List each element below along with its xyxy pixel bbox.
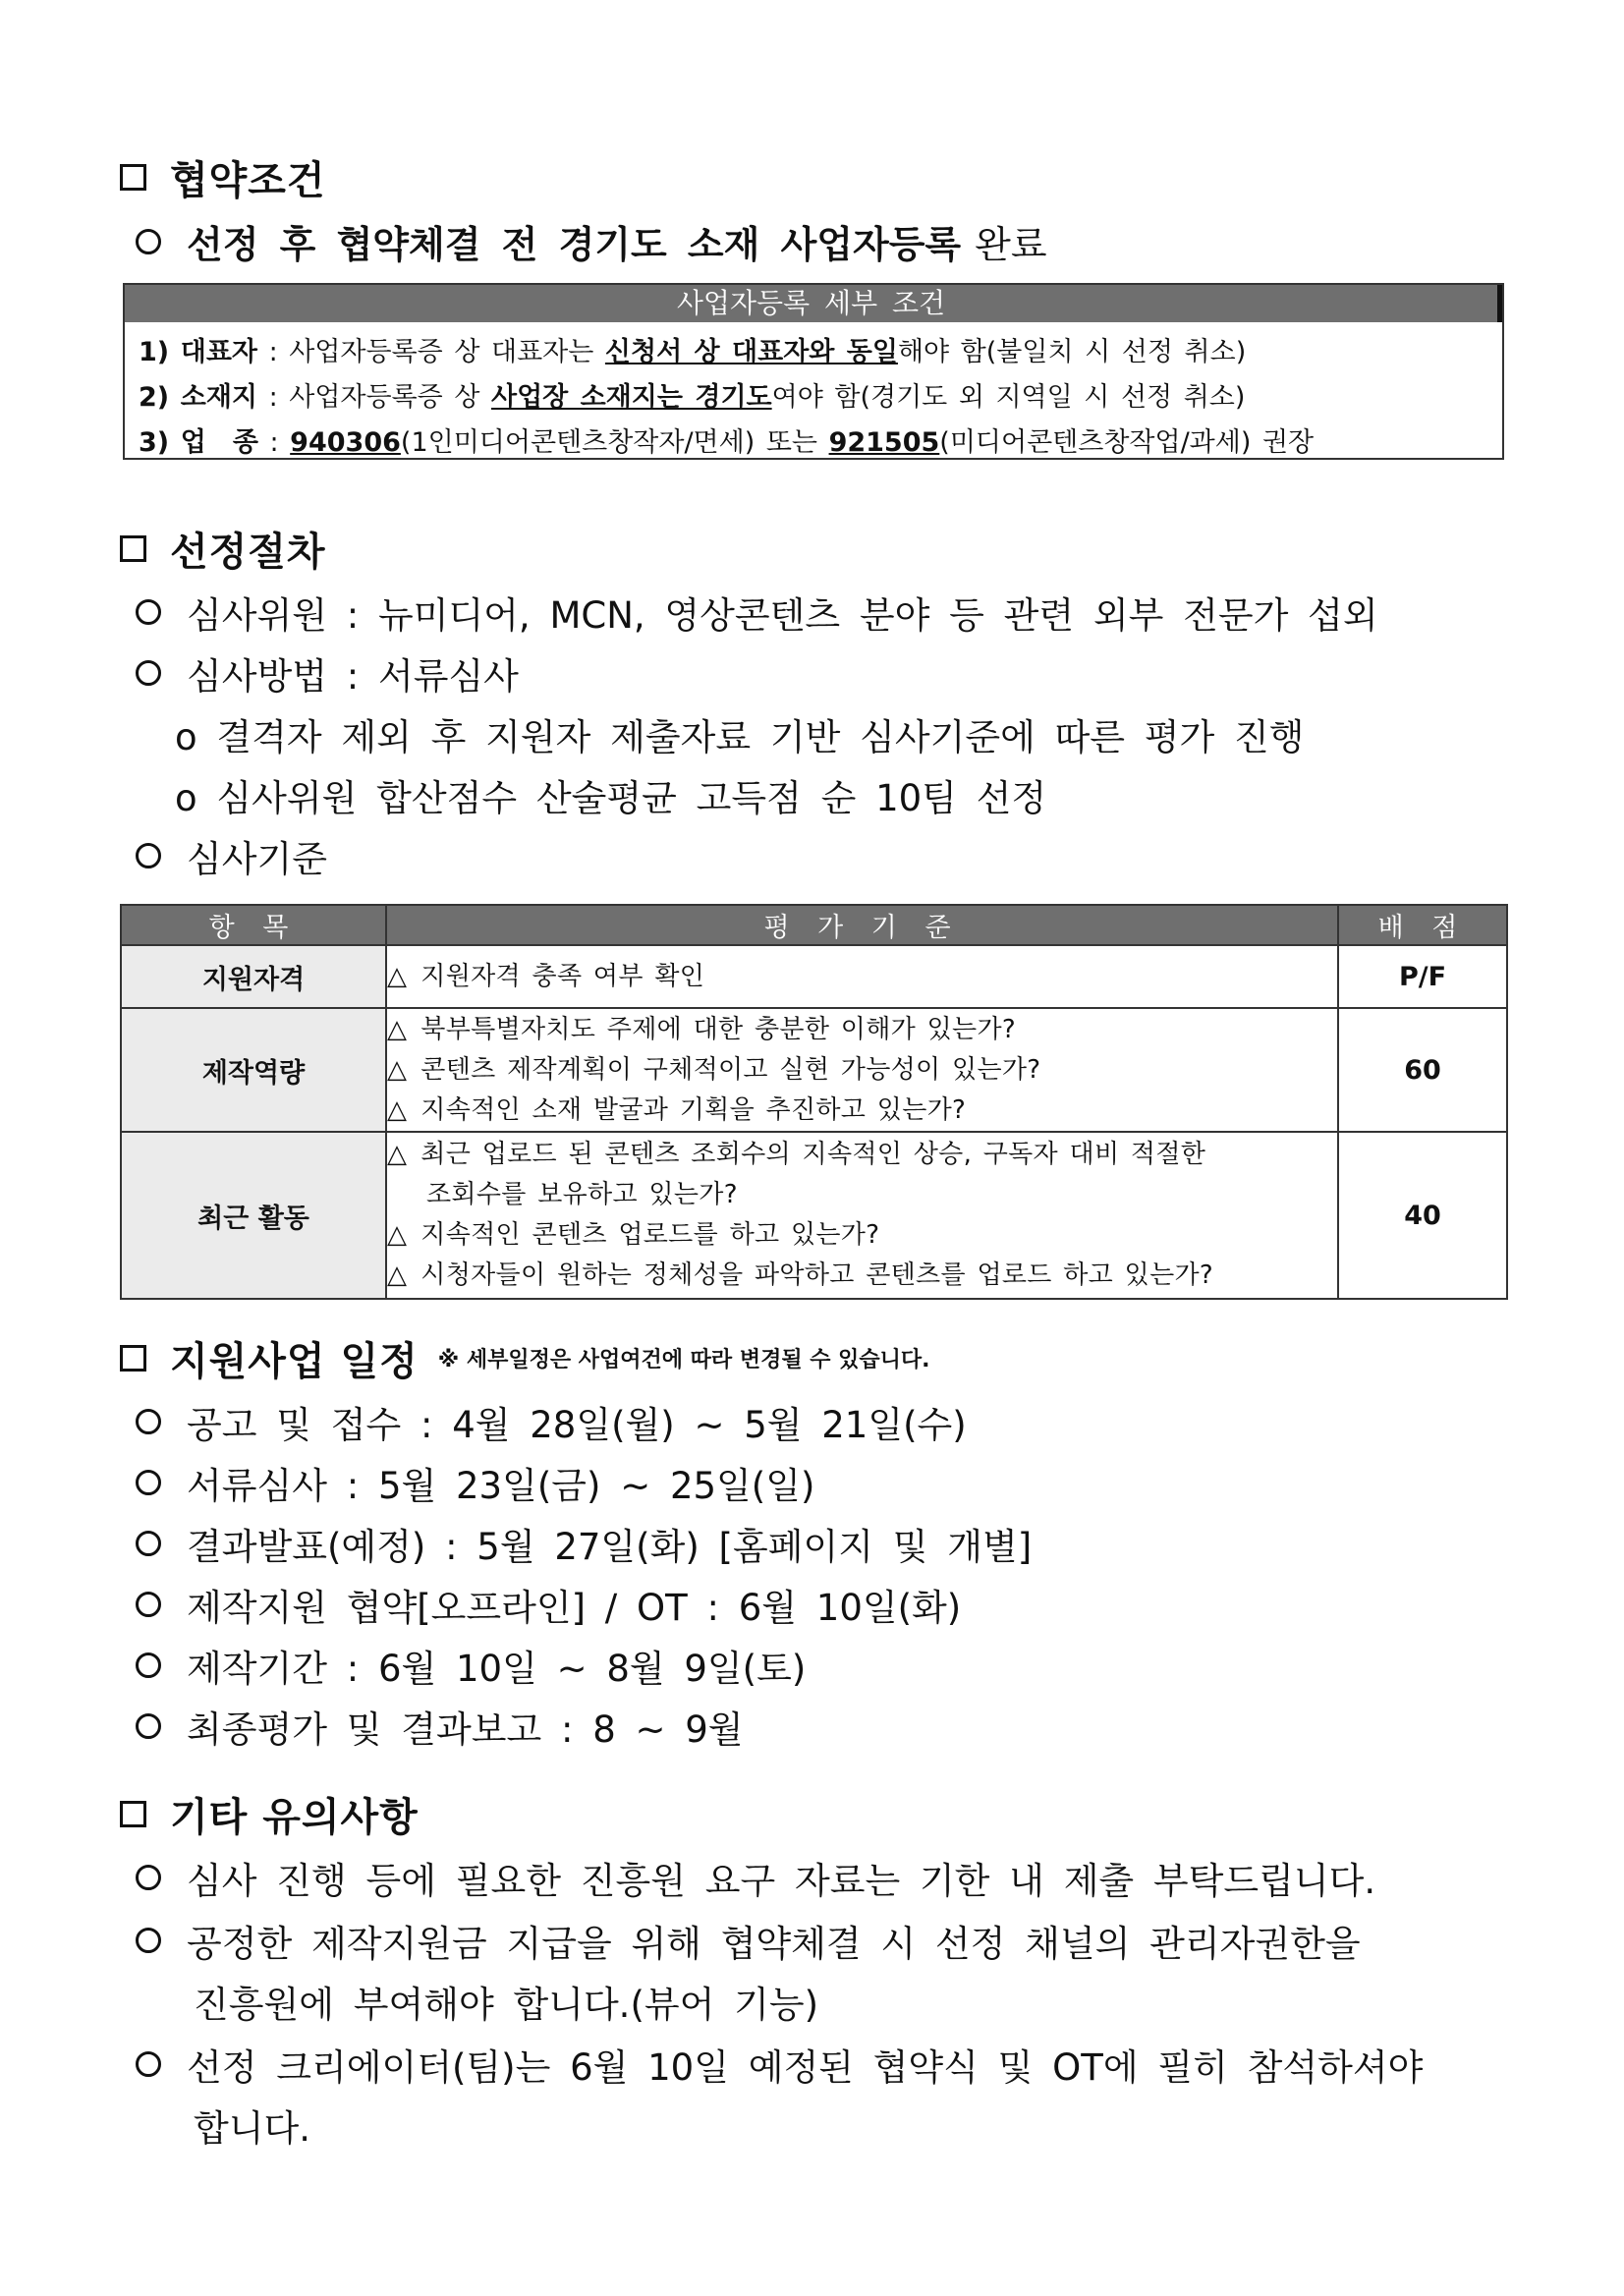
triangle-marker-icon: △ — [387, 1094, 408, 1125]
triangle-marker-icon: △ — [387, 1054, 408, 1085]
line-text: : 사업자등록증 상 대표자는 — [256, 337, 605, 367]
industry-code-2: 921505 — [828, 427, 940, 458]
line-text: : 사업자등록증 상 — [256, 382, 491, 413]
bullet-text: 심사방법 : 서류심사 — [187, 655, 519, 698]
criteria-line — [387, 1091, 1337, 1131]
bullet-text: 최종평가 및 결과보고 : 8 ~ 9월 — [187, 1708, 744, 1751]
circle-bullet-icon — [136, 1470, 161, 1495]
line-label: 대표자 — [180, 337, 257, 367]
schedule-item — [136, 1395, 967, 1448]
bullet-text: 제작지원 협약[오프라인] / OT : 6월 10일(화) — [187, 1587, 962, 1629]
checkbox-square-icon — [120, 535, 146, 562]
line-label: 업 종 — [180, 427, 258, 458]
bullet-text: 선정 크리에이터(팀)는 6월 10일 예정된 협약식 및 OT에 필히 참석하셔야 — [187, 2046, 1424, 2089]
circle-bullet-icon — [136, 1865, 161, 1890]
triangle-marker-icon: △ — [387, 1220, 408, 1250]
circle-bullet-icon — [136, 660, 161, 686]
notes-item — [136, 2038, 1423, 2091]
section-heading-notes — [120, 1786, 419, 1842]
circle-bullet-icon — [136, 1652, 161, 1678]
bullet-reviewers — [136, 586, 1378, 639]
criteria-line — [387, 955, 1337, 998]
line-text-post: 해야 함(불일치 시 선정 취소) — [897, 337, 1247, 367]
registration-line-representative — [139, 330, 1246, 368]
checkbox-square-icon — [120, 1801, 146, 1827]
table-row — [121, 1132, 1507, 1299]
schedule-note: ※ 세부일정은 사업여건에 따라 변경될 수 있습니다. — [437, 1348, 930, 1372]
section-heading-schedule — [120, 1330, 930, 1386]
criteria-line — [387, 1050, 1337, 1091]
column-header-score: 배 점 — [1338, 905, 1507, 945]
circle-bullet-icon — [136, 843, 161, 868]
criteria-line — [387, 1135, 1337, 1175]
schedule-item — [136, 1517, 1032, 1570]
circle-bullet-icon — [136, 229, 161, 254]
line-label: 소재지 — [180, 382, 257, 413]
criteria-text: 지속적인 콘텐츠 업로드를 하고 있는가? — [420, 1220, 880, 1250]
table-header-row — [121, 905, 1507, 945]
notes-item — [136, 1851, 1375, 1904]
industry-code-1: 940306 — [290, 427, 401, 458]
bullet-text: 결과발표(예정) : 5월 27일(화) [홈페이지 및 개별] — [187, 1526, 1033, 1568]
line-num: 1) — [139, 337, 170, 367]
sub-item-evaluation: o 결격자 제외 후 지원자 제출자료 기반 심사기준에 따른 평가 진행 — [175, 716, 1305, 758]
line-emphasis: 신청서 상 대표자와 동일 — [604, 337, 898, 367]
criteria-text: 시청자들이 원하는 정체성을 파악하고 콘텐츠를 업로드 하고 있는가? — [420, 1260, 1213, 1290]
triangle-marker-icon: △ — [387, 1140, 408, 1169]
score-cell: 40 — [1338, 1132, 1507, 1299]
criteria-table — [120, 904, 1508, 1300]
criteria-cell — [386, 945, 1338, 1008]
line-text-post: 여야 함(경기도 외 지역일 시 선정 취소) — [771, 382, 1246, 413]
notes-item-continuation: 진흥원에 부여해야 합니다.(뷰어 기능) — [194, 1984, 819, 2026]
section-title: 협약조건 — [170, 158, 326, 203]
section-title: 선정절차 — [170, 530, 326, 575]
bullet-text: 심사위원 : 뉴미디어, MCN, 영상콘텐츠 분야 등 관련 외부 전문가 섭외 — [187, 594, 1378, 637]
section-heading-selection — [120, 521, 326, 577]
bullet-text: 심사기준 — [187, 838, 327, 880]
bullet-text-tail: 완료 — [975, 223, 1047, 266]
criteria-text: 지원자격 충족 여부 확인 — [420, 962, 705, 991]
table-row — [121, 1008, 1507, 1132]
category-cell: 지원자격 — [121, 945, 386, 1008]
bullet-text: 선정 후 협약체결 전 경기도 소재 사업자등록 — [187, 223, 962, 266]
section-title: 기타 유의사항 — [170, 1795, 419, 1840]
registration-line-industry — [139, 420, 1314, 459]
registration-box-header: 사업자등록 세부 조건 — [125, 285, 1502, 322]
circle-bullet-icon — [136, 1713, 161, 1739]
score-cell: P/F — [1338, 945, 1507, 1008]
criteria-text: 지속적인 소재 발굴과 기획을 추진하고 있는가? — [420, 1094, 967, 1125]
circle-bullet-icon — [136, 599, 161, 625]
criteria-text: 최근 업로드 된 콘텐츠 조회수의 지속적인 상승, 구독자 대비 적절한 — [420, 1140, 1206, 1169]
criteria-cell — [386, 1132, 1338, 1299]
line-emphasis: 사업장 소재지는 경기도 — [491, 382, 772, 413]
section-title: 지원사업 일정 — [170, 1339, 419, 1384]
registration-conditions-box — [123, 283, 1504, 460]
schedule-item — [136, 1700, 744, 1753]
column-header-item: 항 목 — [121, 905, 386, 945]
sub-item-selection: o 심사위원 합산점수 산술평균 고득점 순 10팀 선정 — [175, 777, 1047, 819]
criteria-line — [387, 1010, 1337, 1050]
circle-bullet-icon — [136, 1928, 161, 1953]
criteria-line — [387, 1175, 1337, 1215]
registration-line-location — [139, 375, 1245, 414]
checkbox-square-icon — [120, 164, 146, 191]
checkbox-square-icon — [120, 1345, 146, 1372]
bullet-text: 공고 및 접수 : 4월 28일(월) ~ 5월 21일(수) — [187, 1404, 967, 1446]
line-text: : — [257, 427, 291, 458]
column-header-criteria: 평 가 기 준 — [386, 905, 1338, 945]
criteria-text: 콘텐츠 제작계획이 구체적이고 실현 가능성이 있는가? — [420, 1054, 1041, 1085]
criteria-line — [387, 1256, 1337, 1296]
circle-bullet-icon — [136, 1531, 161, 1556]
schedule-item — [136, 1456, 814, 1509]
schedule-item — [136, 1578, 961, 1631]
triangle-marker-icon: △ — [387, 1014, 408, 1044]
circle-bullet-icon — [136, 2051, 161, 2077]
bullet-text: 제작기간 : 6월 10일 ~ 8월 9일(토) — [187, 1648, 807, 1690]
criteria-text: 조회수를 보유하고 있는가? — [426, 1180, 738, 1209]
line-num: 2) — [139, 382, 170, 413]
triangle-marker-icon: △ — [387, 962, 408, 991]
line-num: 3) — [139, 427, 170, 458]
bullet-criteria — [136, 829, 327, 882]
score-cell: 60 — [1338, 1008, 1507, 1132]
circle-bullet-icon — [136, 1409, 161, 1434]
bullet-review-method — [136, 646, 519, 700]
table-row — [121, 945, 1507, 1008]
category-cell: 최근 활동 — [121, 1132, 386, 1299]
criteria-cell — [386, 1008, 1338, 1132]
notes-item — [136, 1914, 1361, 1967]
triangle-marker-icon: △ — [387, 1260, 408, 1290]
schedule-item — [136, 1639, 806, 1692]
bullet-text: 서류심사 : 5월 23일(금) ~ 25일(일) — [187, 1465, 815, 1507]
criteria-line — [387, 1215, 1337, 1256]
line-text-mid: (1인미디어콘텐츠창작자/면세) 또는 — [400, 427, 829, 458]
circle-bullet-icon — [136, 1592, 161, 1617]
bullet-text: 심사 진행 등에 필요한 진흥원 요구 자료는 기한 내 제출 부탁드립니다. — [187, 1860, 1376, 1902]
notes-item-continuation: 합니다. — [194, 2107, 310, 2150]
bullet-agreement — [136, 214, 1047, 268]
criteria-text: 북부특별자치도 주제에 대한 충분한 이해가 있는가? — [420, 1014, 1016, 1044]
category-cell: 제작역량 — [121, 1008, 386, 1132]
line-text-post: (미디어콘텐츠창작업/과세) 권장 — [939, 427, 1315, 458]
section-heading-agreement — [120, 149, 326, 205]
bullet-text: 공정한 제작지원금 지급을 위해 협약체결 시 선정 채널의 관리자권한을 — [187, 1923, 1361, 1965]
